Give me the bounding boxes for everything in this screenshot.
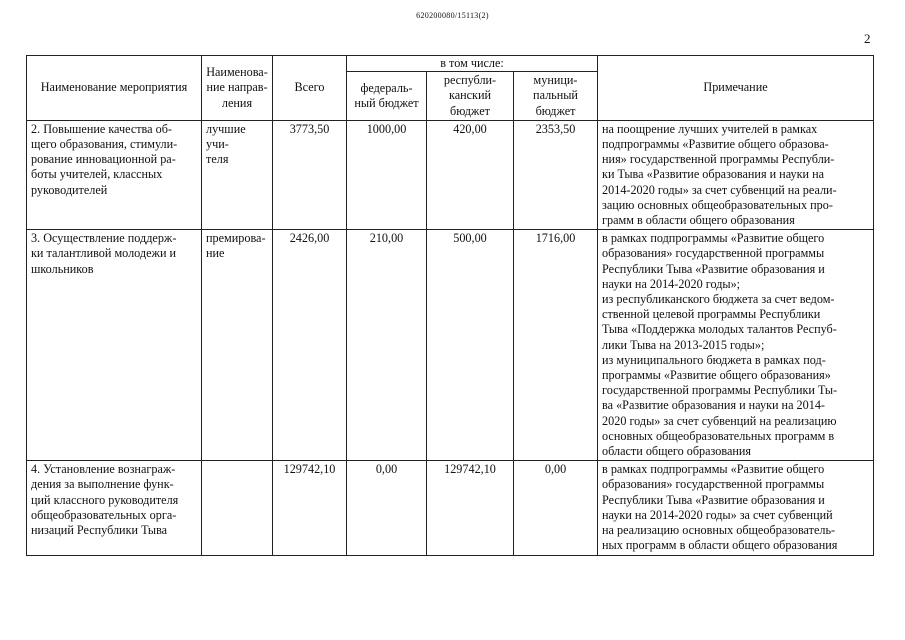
- row-municipal: 0,00: [514, 461, 598, 555]
- row-name: 2. Повышение качества об- щего образования, стимули- рование инновационной ра- боты учителей, классных руководителей: [27, 120, 202, 229]
- row-name: 4. Установление вознаграж- дения за выполнение функ- ций классного руководителя общеобразовательных орга- низаций Республики Тыва: [27, 461, 202, 555]
- header-including: в том числе:: [347, 56, 598, 72]
- header-name: Наименование мероприятия: [27, 56, 202, 121]
- row-name: 3. Осуществление поддерж- ки талантливой молодежи и школьников: [27, 230, 202, 461]
- header-row-1: [27, 56, 874, 72]
- row-direction: [202, 461, 273, 555]
- row-municipal: 2353,50: [514, 120, 598, 229]
- row-republic: 420,00: [427, 120, 514, 229]
- row-republic: 129742,10: [427, 461, 514, 555]
- budget-table: [26, 55, 874, 556]
- header-republic: республи- канский бюджет: [427, 72, 514, 121]
- header-direction: Наименова- ние направ- ления: [202, 56, 273, 121]
- row-direction: лучшие учи- теля: [202, 120, 273, 229]
- row-note: в рамках подпрограммы «Развитие общего образования» государственной программы Республики Тыва «Развитие образования и науки на 2014-2020 годы»; из республиканского бюджета за счет ведом- ственной целевой программы Республики Тыва «Поддержка молодых талантов Респуб- лики Тыва на 2013-2015 годы»; из муниципального бюджета в рамках под- программы «Развитие общего образования» государственной программы Республики Ты- ва «Развитие образования и науки на 2014- 2020 годы» за счет субвенций на реализацию основных общеобразовательных программ в области общего образования: [598, 230, 874, 461]
- header-note: Примечание: [598, 56, 874, 121]
- row-note: на поощрение лучших учителей в рамках подпрограммы «Развитие общего образова- ния» государственной программы Республи- ки Тыва «Развитие образования и науки на 2014-2020 годы» за счет субвенций на реали- зацию основных общеобразовательных про- грамм в области общего образования: [598, 120, 874, 229]
- row-note: в рамках подпрограммы «Развитие общего образования» государственной программы Республики Тыва «Развитие образования и науки на 2014-2020 годы» за счет субвенций на реализацию основных общеобразователь- ных программ в области общего образования: [598, 461, 874, 555]
- row-total: 3773,50: [273, 120, 347, 229]
- row-federal: 1000,00: [347, 120, 427, 229]
- row-federal: 210,00: [347, 230, 427, 461]
- table-row: [27, 120, 874, 229]
- document-id: 620200080/15113(2): [416, 11, 489, 20]
- header-municipal: муници- пальный бюджет: [514, 72, 598, 121]
- row-federal: 0,00: [347, 461, 427, 555]
- header-total: Всего: [273, 56, 347, 121]
- row-municipal: 1716,00: [514, 230, 598, 461]
- row-total: 2426,00: [273, 230, 347, 461]
- table-row: [27, 230, 874, 461]
- row-direction: премирова- ние: [202, 230, 273, 461]
- row-total: 129742,10: [273, 461, 347, 555]
- row-republic: 500,00: [427, 230, 514, 461]
- page-number: 2: [864, 31, 871, 46]
- table-row: [27, 461, 874, 555]
- header-federal: федераль- ный бюджет: [347, 72, 427, 121]
